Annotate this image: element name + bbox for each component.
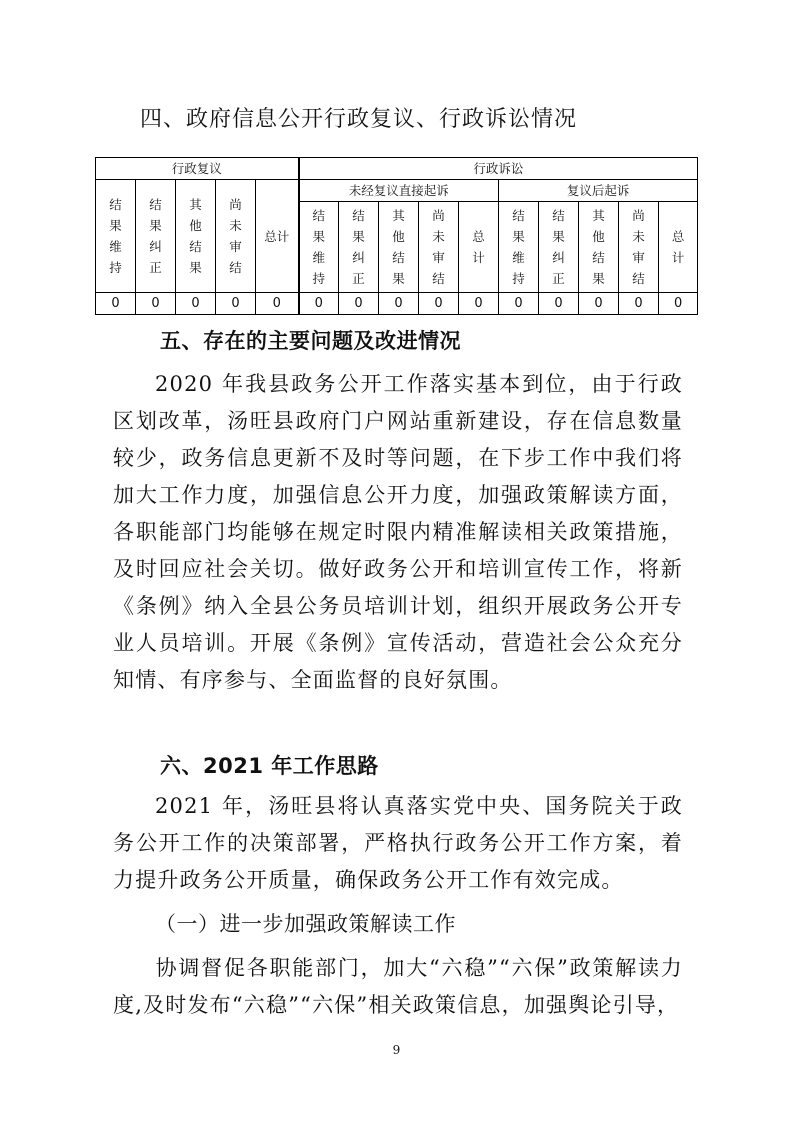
section-5-heading: 五、存在的主要问题及改进情况 bbox=[160, 329, 461, 353]
table-row bbox=[96, 293, 698, 315]
direct-corrected-header: 结 果 纠 正 bbox=[339, 202, 379, 293]
subsection-1-heading: （一）进一步加强政策解读工作 bbox=[155, 912, 456, 936]
section-5-paragraph: 2020 年我县政务公开工作落实基本到位，由于行政区划改革，汤旺县政府门户网站重新建设，存在信息数量较少，政务信息更新不及时等问题，在下步工作中我们将加大工作力度，加强信息公开力度，加强政策解读方面，各职能部门均能够在规定时限内精准解读相关政策措施，及时回应社会关切。做好政务公开和培训宣传工作，将新《条例》纳入全县公务员培训计划，组织开展政务公开专业人员培训。开展《条例》宣传活动，营造社会公众充分知情、有序参与、全面监督的良好氛围。 bbox=[113, 372, 683, 692]
section-6-paragraph: 2021 年，汤旺县将认真落实党中央、国务院关于政务公开工作的决策部署，严格执行政务公开工作方案，着力提升政务公开质量，确保政务公开工作有效完成。 bbox=[113, 794, 683, 892]
table-cell: 0 bbox=[419, 293, 459, 315]
subsection-1-paragraph: 协调督促各职能部门，加大“六稳”“六保”政策解读力度,及时发布“六稳”“六保”相关政策信息，加强舆论引导， bbox=[113, 956, 683, 1017]
after-total-header: 总 计 bbox=[659, 202, 698, 293]
table-cell: 0 bbox=[579, 293, 619, 315]
direct-upheld-header: 结 果 维 持 bbox=[299, 202, 339, 293]
table-cell: 0 bbox=[459, 293, 499, 315]
table-cell: 0 bbox=[379, 293, 419, 315]
table-cell: 0 bbox=[256, 293, 299, 315]
table-cell: 0 bbox=[176, 293, 216, 315]
review-corrected-header: 结 果 纠 正 bbox=[136, 180, 176, 293]
table-cell: 0 bbox=[539, 293, 579, 315]
review-other-header: 其 他 结 果 bbox=[176, 180, 216, 293]
review-upheld-header: 结 果 维 持 bbox=[96, 180, 136, 293]
admin-review-header: 行政复议 bbox=[96, 158, 299, 180]
table-cell: 0 bbox=[339, 293, 379, 315]
direct-pending-header: 尚 未 审 结 bbox=[419, 202, 459, 293]
review-litigation-table bbox=[95, 157, 698, 315]
table-cell: 0 bbox=[96, 293, 136, 315]
after-other-header: 其 他 结 果 bbox=[579, 202, 619, 293]
table-cell: 0 bbox=[299, 293, 339, 315]
table-cell: 0 bbox=[216, 293, 256, 315]
page-number: 9 bbox=[392, 1043, 401, 1057]
direct-total-header: 总 计 bbox=[459, 202, 499, 293]
after-upheld-header: 结 果 维 持 bbox=[499, 202, 539, 293]
admin-litigation-header: 行政诉讼 bbox=[299, 158, 698, 180]
table-cell: 0 bbox=[619, 293, 659, 315]
table-cell: 0 bbox=[499, 293, 539, 315]
section-4-heading: 四、政府信息公开行政复议、行政诉讼情况 bbox=[140, 107, 578, 132]
review-pending-header: 尚 未 审 结 bbox=[216, 180, 256, 293]
table-cell: 0 bbox=[136, 293, 176, 315]
table-cell: 0 bbox=[659, 293, 698, 315]
review-total-header: 总计 bbox=[256, 180, 299, 293]
direct-suit-header: 未经复议直接起诉 bbox=[299, 180, 499, 202]
after-review-suit-header: 复议后起诉 bbox=[499, 180, 698, 202]
after-pending-header: 尚 未 审 结 bbox=[619, 202, 659, 293]
direct-other-header: 其 他 结 果 bbox=[379, 202, 419, 293]
section-6-heading: 六、2021 年工作思路 bbox=[160, 754, 379, 778]
after-corrected-header: 结 果 纠 正 bbox=[539, 202, 579, 293]
